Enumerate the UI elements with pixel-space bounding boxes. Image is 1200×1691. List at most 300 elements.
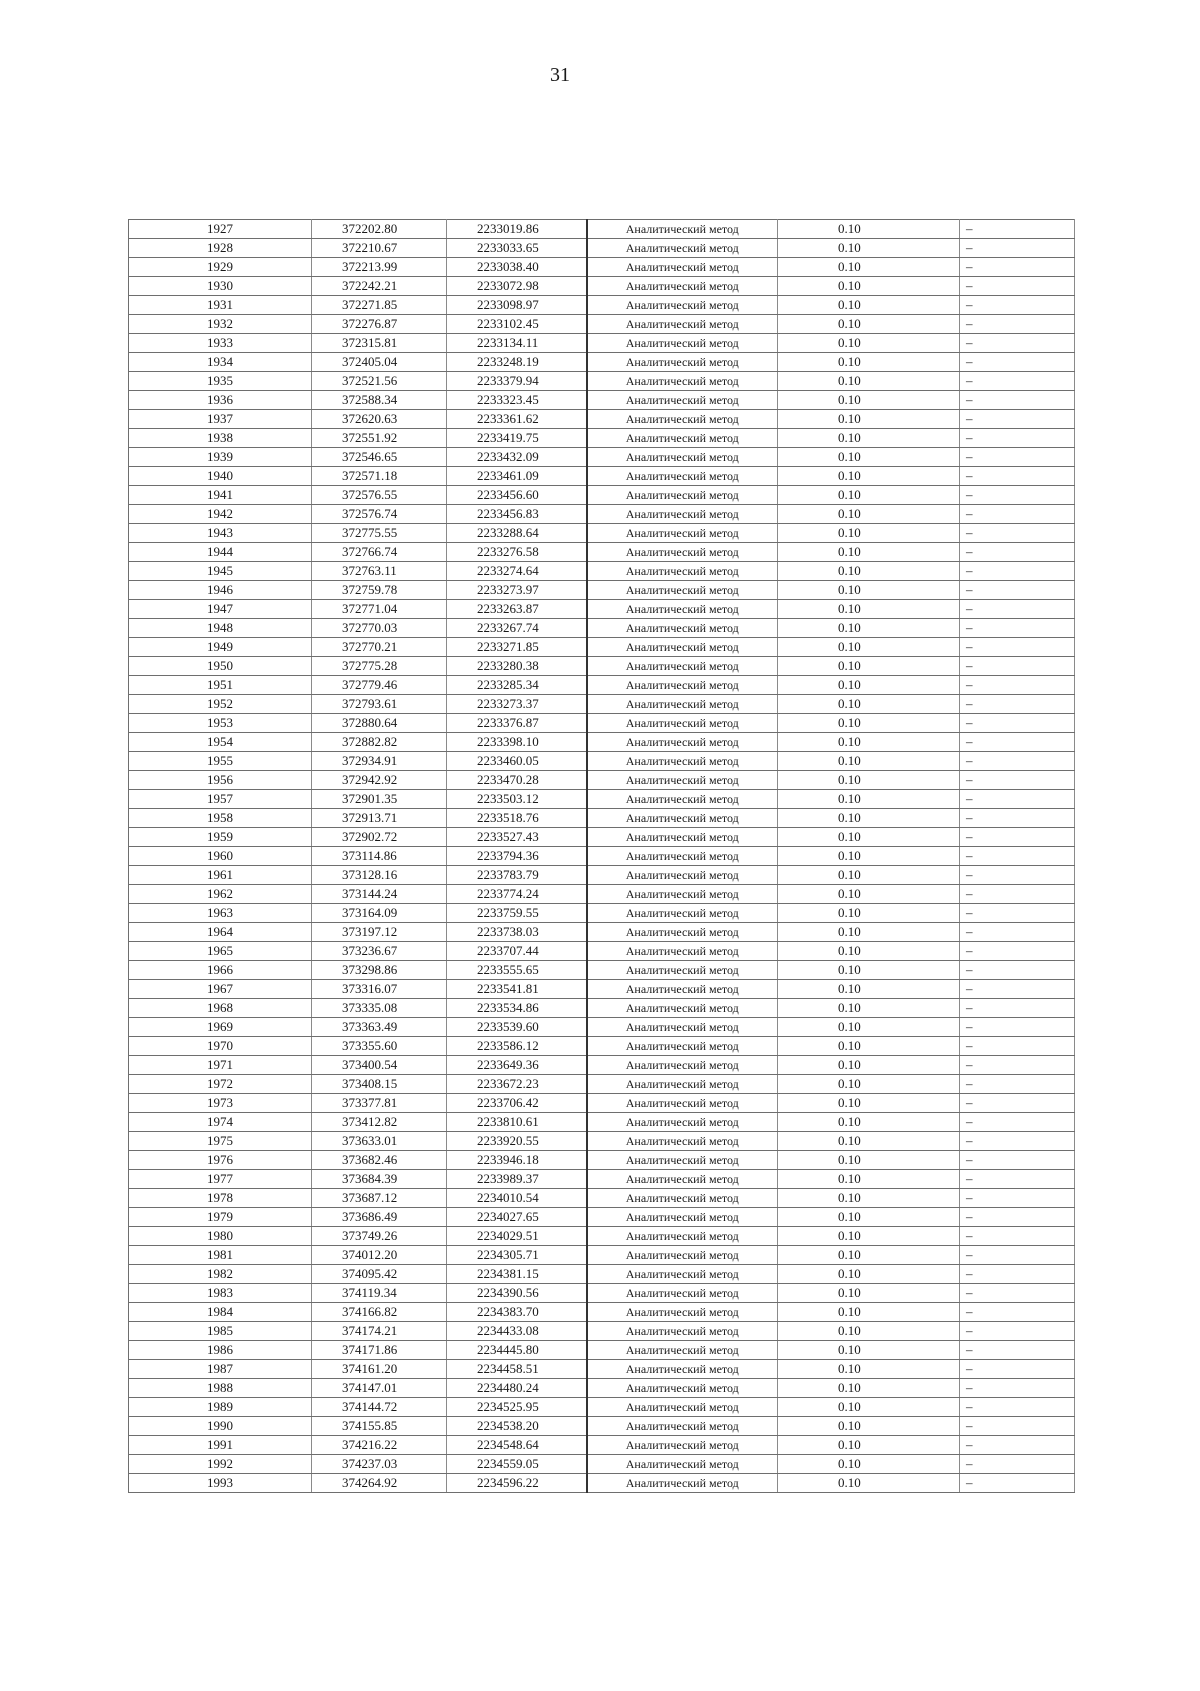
method-cell: Аналитический метод: [587, 980, 778, 999]
x-coordinate-cell: 372546.65: [312, 448, 447, 467]
y-coordinate-cell: 2233555.65: [447, 961, 587, 980]
x-coordinate-cell: 373412.82: [312, 1113, 447, 1132]
coordinates-table-body: [129, 220, 1075, 1493]
point-number-cell: 1946: [129, 581, 312, 600]
method-cell: Аналитический метод: [587, 277, 778, 296]
y-coordinate-cell: 2233019.86: [447, 220, 587, 239]
method-cell: Аналитический метод: [587, 391, 778, 410]
note-cell: –: [960, 980, 1075, 999]
method-cell: Аналитический метод: [587, 923, 778, 942]
accuracy-cell: 0.10: [778, 1303, 960, 1322]
note-cell: –: [960, 1265, 1075, 1284]
x-coordinate-cell: 372882.82: [312, 733, 447, 752]
note-cell: –: [960, 429, 1075, 448]
x-coordinate-cell: 373684.39: [312, 1170, 447, 1189]
point-number-cell: 1984: [129, 1303, 312, 1322]
method-cell: Аналитический метод: [587, 1360, 778, 1379]
method-cell: Аналитический метод: [587, 467, 778, 486]
accuracy-cell: 0.10: [778, 258, 960, 277]
point-number-cell: 1971: [129, 1056, 312, 1075]
note-cell: –: [960, 372, 1075, 391]
table-row: [129, 239, 1075, 258]
point-number-cell: 1983: [129, 1284, 312, 1303]
x-coordinate-cell: 374161.20: [312, 1360, 447, 1379]
point-number-cell: 1979: [129, 1208, 312, 1227]
y-coordinate-cell: 2233738.03: [447, 923, 587, 942]
note-cell: –: [960, 1417, 1075, 1436]
accuracy-cell: 0.10: [778, 581, 960, 600]
note-cell: –: [960, 581, 1075, 600]
table-row: [129, 961, 1075, 980]
accuracy-cell: 0.10: [778, 1455, 960, 1474]
table-row: [129, 828, 1075, 847]
accuracy-cell: 0.10: [778, 638, 960, 657]
note-cell: –: [960, 1379, 1075, 1398]
point-number-cell: 1961: [129, 866, 312, 885]
method-cell: Аналитический метод: [587, 1265, 778, 1284]
method-cell: Аналитический метод: [587, 1474, 778, 1493]
accuracy-cell: 0.10: [778, 1322, 960, 1341]
note-cell: –: [960, 1056, 1075, 1075]
x-coordinate-cell: 373355.60: [312, 1037, 447, 1056]
point-number-cell: 1940: [129, 467, 312, 486]
note-cell: –: [960, 1474, 1075, 1493]
y-coordinate-cell: 2233989.37: [447, 1170, 587, 1189]
point-number-cell: 1953: [129, 714, 312, 733]
x-coordinate-cell: 372934.91: [312, 752, 447, 771]
y-coordinate-cell: 2234548.64: [447, 1436, 587, 1455]
accuracy-cell: 0.10: [778, 1246, 960, 1265]
point-number-cell: 1935: [129, 372, 312, 391]
note-cell: –: [960, 638, 1075, 657]
x-coordinate-cell: 372942.92: [312, 771, 447, 790]
table-row: [129, 809, 1075, 828]
table-row: [129, 1037, 1075, 1056]
table-row: [129, 866, 1075, 885]
note-cell: –: [960, 771, 1075, 790]
note-cell: –: [960, 543, 1075, 562]
point-number-cell: 1955: [129, 752, 312, 771]
method-cell: Аналитический метод: [587, 543, 778, 562]
table-row: [129, 353, 1075, 372]
point-number-cell: 1980: [129, 1227, 312, 1246]
point-number-cell: 1992: [129, 1455, 312, 1474]
note-cell: –: [960, 1075, 1075, 1094]
table-row: [129, 790, 1075, 809]
point-number-cell: 1976: [129, 1151, 312, 1170]
y-coordinate-cell: 2233774.24: [447, 885, 587, 904]
point-number-cell: 1973: [129, 1094, 312, 1113]
x-coordinate-cell: 373316.07: [312, 980, 447, 999]
y-coordinate-cell: 2233398.10: [447, 733, 587, 752]
table-row: [129, 1474, 1075, 1493]
table-row: [129, 1322, 1075, 1341]
method-cell: Аналитический метод: [587, 1417, 778, 1436]
x-coordinate-cell: 373408.15: [312, 1075, 447, 1094]
accuracy-cell: 0.10: [778, 999, 960, 1018]
accuracy-cell: 0.10: [778, 1227, 960, 1246]
y-coordinate-cell: 2234383.70: [447, 1303, 587, 1322]
y-coordinate-cell: 2234538.20: [447, 1417, 587, 1436]
accuracy-cell: 0.10: [778, 220, 960, 239]
point-number-cell: 1990: [129, 1417, 312, 1436]
method-cell: Аналитический метод: [587, 334, 778, 353]
point-number-cell: 1991: [129, 1436, 312, 1455]
table-row: [129, 1360, 1075, 1379]
point-number-cell: 1966: [129, 961, 312, 980]
note-cell: –: [960, 828, 1075, 847]
y-coordinate-cell: 2233361.62: [447, 410, 587, 429]
point-number-cell: 1945: [129, 562, 312, 581]
y-coordinate-cell: 2234381.15: [447, 1265, 587, 1284]
accuracy-cell: 0.10: [778, 714, 960, 733]
table-row: [129, 486, 1075, 505]
y-coordinate-cell: 2233534.86: [447, 999, 587, 1018]
table-row: [129, 752, 1075, 771]
method-cell: Аналитический метод: [587, 410, 778, 429]
x-coordinate-cell: 372793.61: [312, 695, 447, 714]
x-coordinate-cell: 373377.81: [312, 1094, 447, 1113]
x-coordinate-cell: 372763.11: [312, 562, 447, 581]
y-coordinate-cell: 2233527.43: [447, 828, 587, 847]
table-row: [129, 1056, 1075, 1075]
y-coordinate-cell: 2233946.18: [447, 1151, 587, 1170]
note-cell: –: [960, 334, 1075, 353]
x-coordinate-cell: 372576.55: [312, 486, 447, 505]
table-row: [129, 1094, 1075, 1113]
y-coordinate-cell: 2233759.55: [447, 904, 587, 923]
y-coordinate-cell: 2233503.12: [447, 790, 587, 809]
point-number-cell: 1957: [129, 790, 312, 809]
point-number-cell: 1986: [129, 1341, 312, 1360]
accuracy-cell: 0.10: [778, 1113, 960, 1132]
method-cell: Аналитический метод: [587, 1246, 778, 1265]
method-cell: Аналитический метод: [587, 1151, 778, 1170]
x-coordinate-cell: 372759.78: [312, 581, 447, 600]
method-cell: Аналитический метод: [587, 676, 778, 695]
method-cell: Аналитический метод: [587, 1132, 778, 1151]
accuracy-cell: 0.10: [778, 1037, 960, 1056]
accuracy-cell: 0.10: [778, 448, 960, 467]
accuracy-cell: 0.10: [778, 467, 960, 486]
x-coordinate-cell: 372521.56: [312, 372, 447, 391]
note-cell: –: [960, 1189, 1075, 1208]
point-number-cell: 1943: [129, 524, 312, 543]
accuracy-cell: 0.10: [778, 1170, 960, 1189]
x-coordinate-cell: 374171.86: [312, 1341, 447, 1360]
y-coordinate-cell: 2234433.08: [447, 1322, 587, 1341]
x-coordinate-cell: 374264.92: [312, 1474, 447, 1493]
method-cell: Аналитический метод: [587, 1208, 778, 1227]
y-coordinate-cell: 2233672.23: [447, 1075, 587, 1094]
point-number-cell: 1989: [129, 1398, 312, 1417]
y-coordinate-cell: 2233276.58: [447, 543, 587, 562]
accuracy-cell: 0.10: [778, 315, 960, 334]
method-cell: Аналитический метод: [587, 239, 778, 258]
note-cell: –: [960, 1436, 1075, 1455]
point-number-cell: 1951: [129, 676, 312, 695]
x-coordinate-cell: 374166.82: [312, 1303, 447, 1322]
x-coordinate-cell: 374012.20: [312, 1246, 447, 1265]
point-number-cell: 1927: [129, 220, 312, 239]
point-number-cell: 1987: [129, 1360, 312, 1379]
x-coordinate-cell: 374095.42: [312, 1265, 447, 1284]
note-cell: –: [960, 999, 1075, 1018]
accuracy-cell: 0.10: [778, 866, 960, 885]
y-coordinate-cell: 2233098.97: [447, 296, 587, 315]
point-number-cell: 1963: [129, 904, 312, 923]
point-number-cell: 1958: [129, 809, 312, 828]
accuracy-cell: 0.10: [778, 1379, 960, 1398]
x-coordinate-cell: 374144.72: [312, 1398, 447, 1417]
y-coordinate-cell: 2233248.19: [447, 353, 587, 372]
table-row: [129, 505, 1075, 524]
table-row: [129, 999, 1075, 1018]
y-coordinate-cell: 2233280.38: [447, 657, 587, 676]
note-cell: –: [960, 1151, 1075, 1170]
y-coordinate-cell: 2233460.05: [447, 752, 587, 771]
table-row: [129, 1417, 1075, 1436]
y-coordinate-cell: 2234029.51: [447, 1227, 587, 1246]
point-number-cell: 1950: [129, 657, 312, 676]
x-coordinate-cell: 372770.03: [312, 619, 447, 638]
accuracy-cell: 0.10: [778, 391, 960, 410]
accuracy-cell: 0.10: [778, 353, 960, 372]
method-cell: Аналитический метод: [587, 847, 778, 866]
method-cell: Аналитический метод: [587, 1227, 778, 1246]
accuracy-cell: 0.10: [778, 885, 960, 904]
note-cell: –: [960, 866, 1075, 885]
method-cell: Аналитический метод: [587, 1113, 778, 1132]
y-coordinate-cell: 2233323.45: [447, 391, 587, 410]
table-row: [129, 543, 1075, 562]
x-coordinate-cell: 373114.86: [312, 847, 447, 866]
x-coordinate-cell: 372213.99: [312, 258, 447, 277]
x-coordinate-cell: 374155.85: [312, 1417, 447, 1436]
accuracy-cell: 0.10: [778, 1132, 960, 1151]
x-coordinate-cell: 373363.49: [312, 1018, 447, 1037]
table-row: [129, 714, 1075, 733]
note-cell: –: [960, 1018, 1075, 1037]
accuracy-cell: 0.10: [778, 1436, 960, 1455]
method-cell: Аналитический метод: [587, 714, 778, 733]
point-number-cell: 1974: [129, 1113, 312, 1132]
method-cell: Аналитический метод: [587, 904, 778, 923]
table-row: [129, 429, 1075, 448]
method-cell: Аналитический метод: [587, 1189, 778, 1208]
note-cell: –: [960, 277, 1075, 296]
table-row: [129, 733, 1075, 752]
method-cell: Аналитический метод: [587, 581, 778, 600]
y-coordinate-cell: 2233586.12: [447, 1037, 587, 1056]
table-row: [129, 1246, 1075, 1265]
point-number-cell: 1938: [129, 429, 312, 448]
y-coordinate-cell: 2234525.95: [447, 1398, 587, 1417]
method-cell: Аналитический метод: [587, 1455, 778, 1474]
method-cell: Аналитический метод: [587, 695, 778, 714]
method-cell: Аналитический метод: [587, 619, 778, 638]
method-cell: Аналитический метод: [587, 809, 778, 828]
accuracy-cell: 0.10: [778, 1360, 960, 1379]
table-row: [129, 315, 1075, 334]
y-coordinate-cell: 2233274.64: [447, 562, 587, 581]
y-coordinate-cell: 2233271.85: [447, 638, 587, 657]
accuracy-cell: 0.10: [778, 334, 960, 353]
method-cell: Аналитический метод: [587, 429, 778, 448]
table-row: [129, 923, 1075, 942]
method-cell: Аналитический метод: [587, 1037, 778, 1056]
x-coordinate-cell: 372775.55: [312, 524, 447, 543]
note-cell: –: [960, 657, 1075, 676]
table-row: [129, 277, 1075, 296]
y-coordinate-cell: 2233379.94: [447, 372, 587, 391]
note-cell: –: [960, 1094, 1075, 1113]
y-coordinate-cell: 2233134.11: [447, 334, 587, 353]
x-coordinate-cell: 372770.21: [312, 638, 447, 657]
x-coordinate-cell: 373400.54: [312, 1056, 447, 1075]
y-coordinate-cell: 2233920.55: [447, 1132, 587, 1151]
table-row: [129, 467, 1075, 486]
method-cell: Аналитический метод: [587, 372, 778, 391]
point-number-cell: 1967: [129, 980, 312, 999]
y-coordinate-cell: 2234027.65: [447, 1208, 587, 1227]
accuracy-cell: 0.10: [778, 942, 960, 961]
point-number-cell: 1988: [129, 1379, 312, 1398]
method-cell: Аналитический метод: [587, 1322, 778, 1341]
note-cell: –: [960, 752, 1075, 771]
note-cell: –: [960, 923, 1075, 942]
table-row: [129, 638, 1075, 657]
y-coordinate-cell: 2233273.37: [447, 695, 587, 714]
y-coordinate-cell: 2233376.87: [447, 714, 587, 733]
x-coordinate-cell: 372202.80: [312, 220, 447, 239]
accuracy-cell: 0.10: [778, 1075, 960, 1094]
table-row: [129, 391, 1075, 410]
x-coordinate-cell: 374147.01: [312, 1379, 447, 1398]
note-cell: –: [960, 1132, 1075, 1151]
y-coordinate-cell: 2234559.05: [447, 1455, 587, 1474]
accuracy-cell: 0.10: [778, 429, 960, 448]
accuracy-cell: 0.10: [778, 790, 960, 809]
accuracy-cell: 0.10: [778, 1208, 960, 1227]
accuracy-cell: 0.10: [778, 296, 960, 315]
point-number-cell: 1948: [129, 619, 312, 638]
x-coordinate-cell: 374119.34: [312, 1284, 447, 1303]
y-coordinate-cell: 2233432.09: [447, 448, 587, 467]
method-cell: Аналитический метод: [587, 961, 778, 980]
note-cell: –: [960, 1227, 1075, 1246]
accuracy-cell: 0.10: [778, 1018, 960, 1037]
accuracy-cell: 0.10: [778, 961, 960, 980]
accuracy-cell: 0.10: [778, 657, 960, 676]
y-coordinate-cell: 2233707.44: [447, 942, 587, 961]
x-coordinate-cell: 372620.63: [312, 410, 447, 429]
method-cell: Аналитический метод: [587, 562, 778, 581]
accuracy-cell: 0.10: [778, 1151, 960, 1170]
table-row: [129, 1379, 1075, 1398]
y-coordinate-cell: 2234305.71: [447, 1246, 587, 1265]
y-coordinate-cell: 2233470.28: [447, 771, 587, 790]
method-cell: Аналитический метод: [587, 1018, 778, 1037]
accuracy-cell: 0.10: [778, 752, 960, 771]
point-number-cell: 1982: [129, 1265, 312, 1284]
accuracy-cell: 0.10: [778, 847, 960, 866]
accuracy-cell: 0.10: [778, 1189, 960, 1208]
accuracy-cell: 0.10: [778, 524, 960, 543]
table-row: [129, 220, 1075, 239]
accuracy-cell: 0.10: [778, 733, 960, 752]
point-number-cell: 1941: [129, 486, 312, 505]
method-cell: Аналитический метод: [587, 505, 778, 524]
table-row: [129, 657, 1075, 676]
point-number-cell: 1981: [129, 1246, 312, 1265]
accuracy-cell: 0.10: [778, 562, 960, 581]
x-coordinate-cell: 374237.03: [312, 1455, 447, 1474]
x-coordinate-cell: 372771.04: [312, 600, 447, 619]
method-cell: Аналитический метод: [587, 1056, 778, 1075]
note-cell: –: [960, 391, 1075, 410]
method-cell: Аналитический метод: [587, 1398, 778, 1417]
x-coordinate-cell: 374216.22: [312, 1436, 447, 1455]
y-coordinate-cell: 2234010.54: [447, 1189, 587, 1208]
accuracy-cell: 0.10: [778, 1284, 960, 1303]
table-row: [129, 258, 1075, 277]
note-cell: –: [960, 961, 1075, 980]
note-cell: –: [960, 486, 1075, 505]
x-coordinate-cell: 372405.04: [312, 353, 447, 372]
table-row: [129, 942, 1075, 961]
method-cell: Аналитический метод: [587, 1075, 778, 1094]
point-number-cell: 1944: [129, 543, 312, 562]
note-cell: –: [960, 600, 1075, 619]
y-coordinate-cell: 2233539.60: [447, 1018, 587, 1037]
y-coordinate-cell: 2233456.60: [447, 486, 587, 505]
point-number-cell: 1932: [129, 315, 312, 334]
table-row: [129, 1189, 1075, 1208]
note-cell: –: [960, 942, 1075, 961]
note-cell: –: [960, 562, 1075, 581]
method-cell: Аналитический метод: [587, 1436, 778, 1455]
method-cell: Аналитический метод: [587, 315, 778, 334]
x-coordinate-cell: 374174.21: [312, 1322, 447, 1341]
point-number-cell: 1977: [129, 1170, 312, 1189]
accuracy-cell: 0.10: [778, 277, 960, 296]
accuracy-cell: 0.10: [778, 619, 960, 638]
y-coordinate-cell: 2234458.51: [447, 1360, 587, 1379]
note-cell: –: [960, 1246, 1075, 1265]
y-coordinate-cell: 2233072.98: [447, 277, 587, 296]
point-number-cell: 1928: [129, 239, 312, 258]
accuracy-cell: 0.10: [778, 923, 960, 942]
accuracy-cell: 0.10: [778, 1056, 960, 1075]
point-number-cell: 1969: [129, 1018, 312, 1037]
accuracy-cell: 0.10: [778, 1094, 960, 1113]
note-cell: –: [960, 467, 1075, 486]
x-coordinate-cell: 372775.28: [312, 657, 447, 676]
method-cell: Аналитический метод: [587, 790, 778, 809]
method-cell: Аналитический метод: [587, 733, 778, 752]
note-cell: –: [960, 676, 1075, 695]
x-coordinate-cell: 372571.18: [312, 467, 447, 486]
accuracy-cell: 0.10: [778, 1417, 960, 1436]
note-cell: –: [960, 258, 1075, 277]
y-coordinate-cell: 2233419.75: [447, 429, 587, 448]
y-coordinate-cell: 2234480.24: [447, 1379, 587, 1398]
x-coordinate-cell: 372901.35: [312, 790, 447, 809]
note-cell: –: [960, 1398, 1075, 1417]
method-cell: Аналитический метод: [587, 1303, 778, 1322]
table-row: [129, 1436, 1075, 1455]
